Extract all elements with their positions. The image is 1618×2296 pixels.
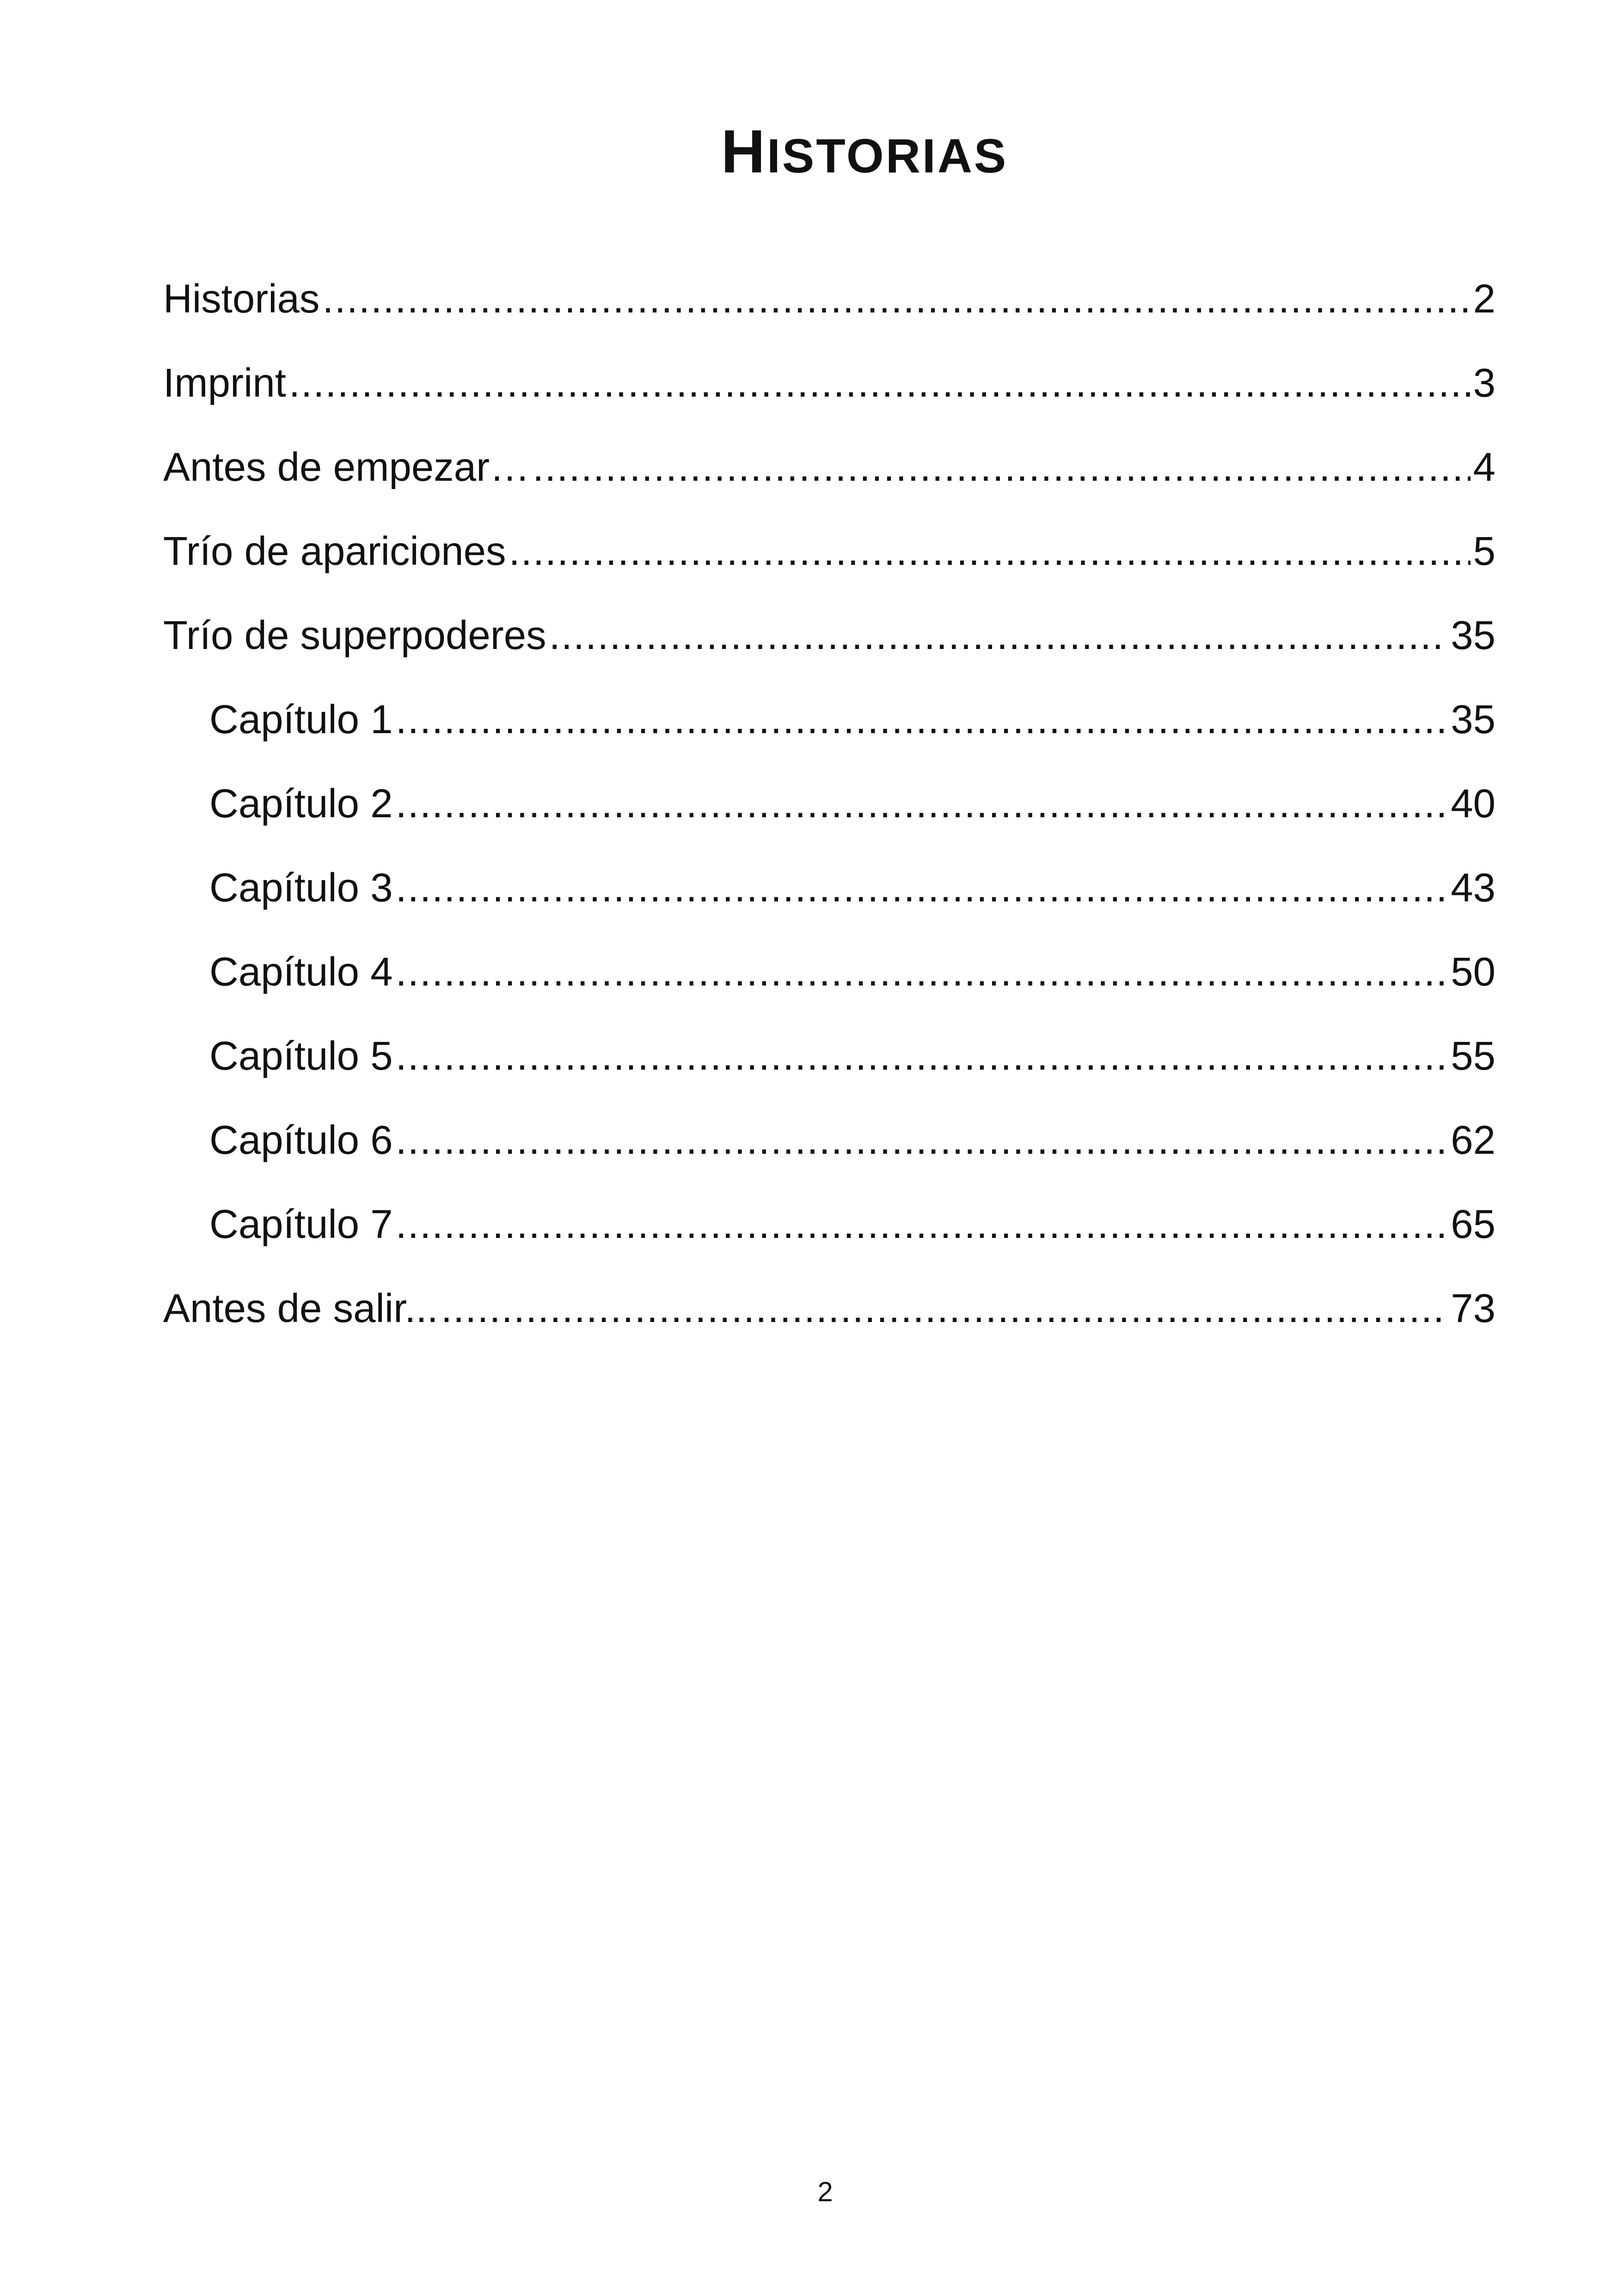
toc-dot-leader: [396, 952, 1448, 992]
toc-entry-label: Capítulo 2: [209, 781, 393, 826]
toc-entry-page: 35: [1451, 612, 1495, 658]
toc-dot-leader: [396, 868, 1448, 908]
toc-entry-trio-de-superpoderes[interactable]: [163, 593, 1495, 677]
toc-dot-leader: [549, 615, 1448, 655]
title-initial: H: [721, 117, 767, 185]
toc-entry-label: Trío de superpoderes: [163, 612, 546, 658]
toc-entry-antes-de-empezar[interactable]: [163, 425, 1495, 509]
toc-dot-leader: [322, 279, 1470, 319]
toc-entry-page: 43: [1451, 865, 1495, 910]
toc-entry-page: 55: [1451, 1033, 1495, 1078]
toc-entry-label: Capítulo 7: [209, 1201, 393, 1247]
toc-entry-label: Trío de apariciones: [163, 528, 506, 574]
toc-entry-trio-de-apariciones[interactable]: [163, 509, 1495, 593]
toc-entry-label: Antes de salir...: [163, 1286, 438, 1331]
toc-dot-leader: [396, 1204, 1448, 1244]
toc-entry-label: Historias: [163, 276, 320, 321]
toc-entry-page: 3: [1473, 360, 1495, 405]
toc-entry-capitulo-5[interactable]: [163, 1014, 1495, 1098]
toc-dot-leader: [396, 1120, 1448, 1160]
page-number: 2: [817, 2176, 833, 2207]
title-rest: ISTORIAS: [767, 129, 1008, 183]
toc-entry-page: 50: [1451, 949, 1495, 994]
toc-entry-capitulo-1[interactable]: [163, 677, 1495, 761]
toc-entry-label: Capítulo 4: [209, 949, 393, 994]
toc-dot-leader: [533, 447, 1471, 487]
toc-dot-leader: [396, 1036, 1448, 1076]
toc-dot-leader: [396, 784, 1448, 824]
toc-entry-capitulo-4[interactable]: [163, 930, 1495, 1014]
toc-dot-leader: [289, 363, 1471, 403]
toc-entry-page: 62: [1451, 1117, 1495, 1163]
toc-entry-page: 5: [1473, 528, 1495, 574]
toc-entry-page: 35: [1451, 697, 1495, 742]
toc-entry-capitulo-3[interactable]: [163, 845, 1495, 930]
toc-entry-capitulo-6[interactable]: [163, 1098, 1495, 1182]
toc-entry-label: Capítulo 5: [209, 1033, 393, 1078]
toc-dot-leader: [441, 1288, 1448, 1329]
toc-entry-label: Capítulo 1: [209, 697, 393, 742]
toc-entry-capitulo-2[interactable]: [163, 761, 1495, 845]
table-of-contents: [163, 257, 1495, 1350]
toc-entry-page: 65: [1451, 1201, 1495, 1247]
toc-entry-historias[interactable]: [163, 257, 1495, 341]
toc-dot-leader: [509, 531, 1471, 571]
toc-entry-label: Imprint: [163, 360, 286, 405]
toc-entry-label: Capítulo 6: [209, 1117, 393, 1163]
toc-entry-label: Capítulo 3: [209, 865, 393, 910]
toc-entry-page: 4: [1473, 444, 1495, 490]
toc-entry-page: 40: [1451, 781, 1495, 826]
toc-entry-page: 73: [1451, 1286, 1495, 1331]
toc-entry-page: 2: [1473, 276, 1495, 321]
toc-dot-leader: [396, 699, 1448, 740]
toc-entry-imprint[interactable]: [163, 341, 1495, 425]
toc-entry-capitulo-7[interactable]: [163, 1182, 1495, 1266]
toc-entry-label: Antes de empezar…: [163, 444, 530, 490]
page-title: [0, 117, 1618, 185]
toc-entry-antes-de-salir[interactable]: [163, 1266, 1495, 1350]
